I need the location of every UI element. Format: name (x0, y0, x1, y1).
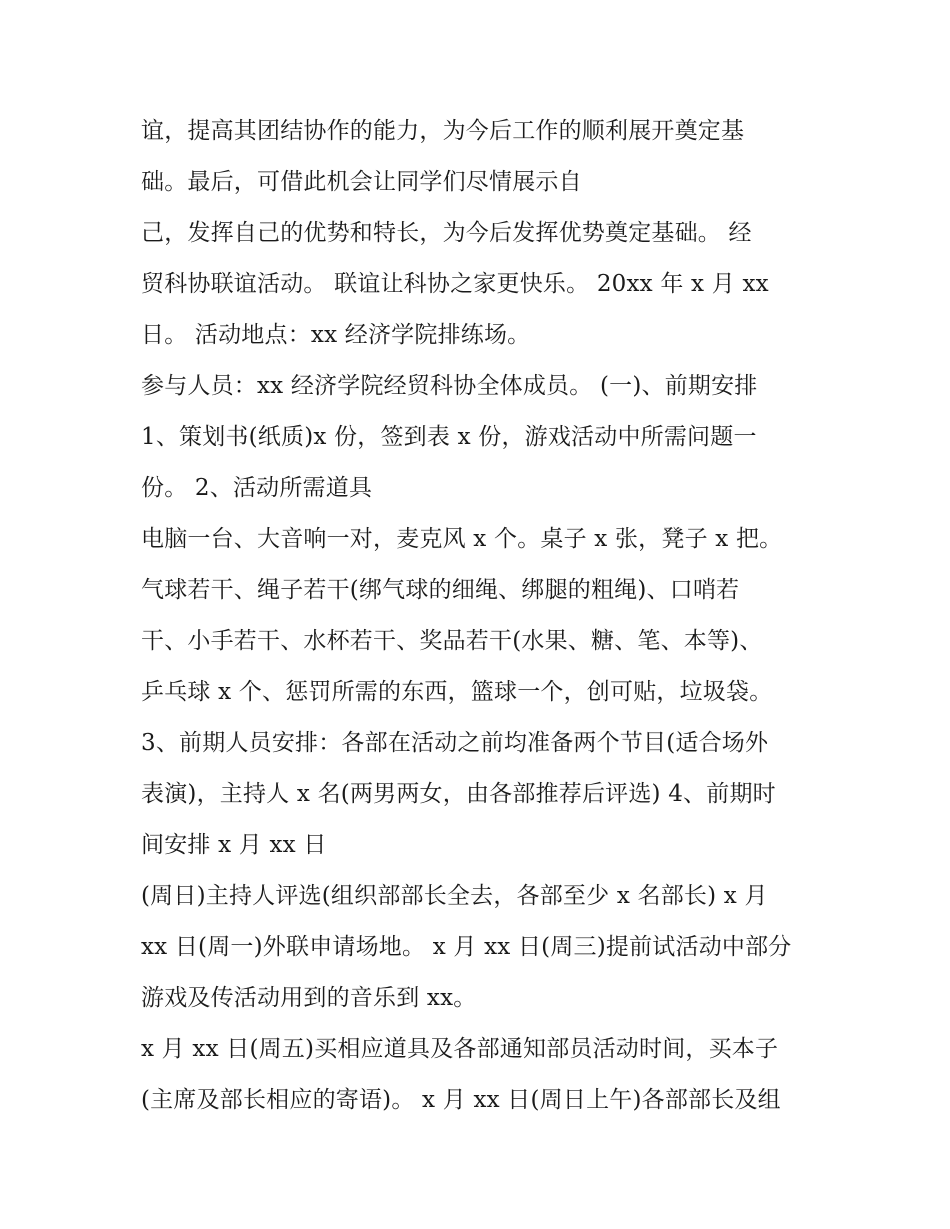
text-line: (主席及部长相应的寄语)。 x 月 xx 日(周日上午)各部部长及组 (141, 1087, 781, 1113)
text-line: 游戏及传活动用到的音乐到 xx。 (141, 985, 477, 1011)
text-line: x 月 xx 日(周五)买相应道具及各部通知部员活动时间，买本子 (141, 1036, 779, 1062)
text-line: 础。最后，可借此机会让同学们尽情展示自 (141, 169, 582, 195)
text-line: 1、策划书(纸质)x 份，签到表 x 份，游戏活动中所需问题一 (141, 424, 757, 450)
text-line: 间安排 x 月 xx 日 (141, 832, 327, 858)
text-line: 谊，提高其团结协作的能力，为今后工作的顺利展开奠定基 (141, 118, 745, 144)
text-line: (周日)主持人评选(组织部部长全去，各部至少 x 名部长) x 月 (141, 883, 768, 909)
text-line: 电脑一台、大音响一对，麦克风 x 个。桌子 x 张，凳子 x 把。 (141, 526, 783, 552)
text-line: 乒乓球 x 个、惩罚所需的东西，篮球一个，创可贴，垃圾袋。 (141, 679, 773, 705)
text-line: 气球若干、绳子若干(绑气球的细绳、绑腿的粗绳)、口哨若 (141, 577, 740, 603)
text-line: 己，发挥自己的优势和特长，为今后发挥优势奠定基础。 经 (141, 220, 752, 246)
text-line: xx 日(周一)外联申请场地。 x 月 xx 日(周三)提前试活动中部分 (141, 934, 792, 960)
text-line: 份。 2、活动所需道具 (141, 475, 373, 501)
document-body (141, 106, 831, 1126)
text-line: 贸科协联谊活动。 联谊让科协之家更快乐。 20xx 年 x 月 xx (141, 271, 769, 297)
text-line: 干、小手若干、水杯若干、奖品若干(水果、糖、笔、本等)、 (141, 628, 763, 654)
text-line: 3、前期人员安排：各部在活动之前均准备两个节目(适合场外 (141, 730, 769, 756)
text-line: 表演)，主持人 x 名(两男两女，由各部推荐后评选) 4、前期时 (141, 781, 776, 807)
text-line: 日。 活动地点：xx 经济学院排练场。 (141, 322, 531, 348)
text-line: 参与人员：xx 经济学院经贸科协全体成员。 (一)、前期安排 (141, 373, 758, 399)
